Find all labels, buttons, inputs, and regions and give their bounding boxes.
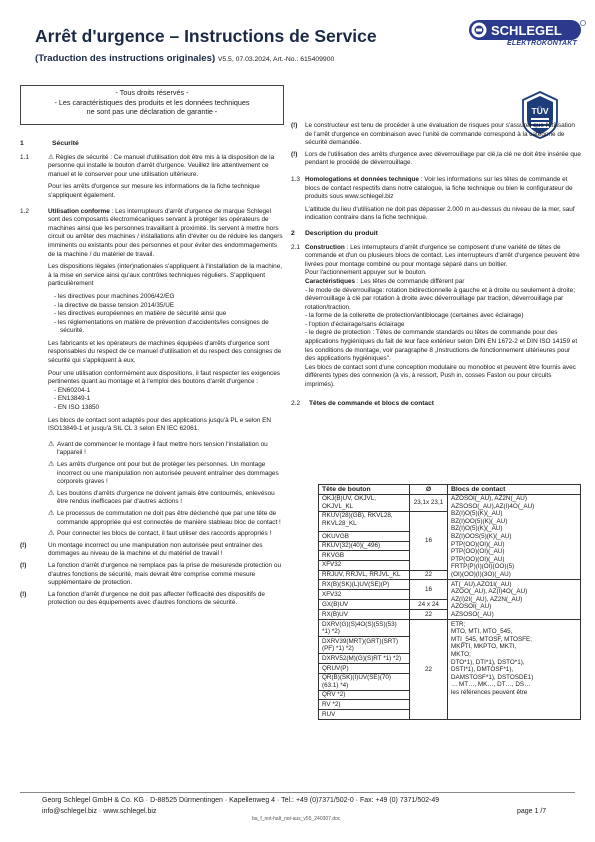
warning-item (20, 441, 283, 458)
subsection-number: 1.3 (291, 175, 300, 183)
subsection-title: Têtes de commande et blocs de contact (309, 399, 434, 407)
table-cell: 22 (410, 610, 448, 620)
warning-icon: ⚠ (48, 153, 54, 161)
right-column (291, 122, 581, 413)
warning-icon: ⚠ (48, 461, 55, 468)
warning-icon: ⚠ (48, 530, 55, 538)
subsection-number: 2.2 (291, 399, 301, 407)
contact-block-entry: DSTI*1), DMTOSF*1), (451, 666, 514, 674)
contact-block-entry: BZ(I)O(5)(K)(_AU) (451, 525, 503, 533)
warning-text: Les arrêts d'urgence ont pour but de protéger les personnes. Un montage incorrect ou une manipulation non autorisée peuvent entraîner des dommages corporels graves ! (57, 461, 279, 486)
caution-item (20, 562, 283, 588)
footer-divider (20, 792, 575, 793)
table-cell: 16 (410, 580, 448, 600)
tuv-label: TÜV (531, 106, 549, 116)
table-cell: 24 x 24 (410, 600, 448, 610)
section-number: 2 (291, 229, 295, 237)
contact-block-entry: AT(_AU),AZO1I(_AU) (451, 580, 512, 588)
table-row (319, 494, 581, 511)
table-cell: GX(B)UV (319, 600, 410, 610)
schlegel-logo (469, 20, 587, 54)
page-number: page 1 /7 (517, 808, 547, 815)
column-header: Tête de bouton (319, 485, 410, 495)
warning-icon: ⚠ (48, 489, 55, 497)
safety-rules-text: Règles de sécurité : Ce manuel d'utilisation doit être mis à la disposition de la personne qui installe le bouton d'arrêt d'urgence. Veuillez lire attentivement ce manuel et le conserver pour une utilisation ultérieure. (48, 153, 275, 178)
contact-block-entry: PTP(OO)(OI)(_AU) (451, 548, 505, 556)
warning-text: Le processus de commutation ne doit pas être déclenché que par une tête de commande appropriée qui est connectée de manière stableau bloc de contact ! (57, 509, 281, 526)
caution-item (20, 542, 283, 559)
contact-block-entry: MTO, MTI, MTO_545, (451, 628, 513, 636)
exclamation-marker: (!) (291, 122, 298, 129)
list-item: - la forme de la collerette de protection/antiblocage (certaines avec éclairage) (305, 312, 524, 320)
list-item: - EN60204-1 (54, 386, 91, 394)
contact-block-entry: … MT…, MK…, DT…, DS… (451, 681, 531, 689)
list-item: - les directives pour machines 2006/42/EG (54, 292, 175, 300)
actuation-text: Pour l'actionnement appuyer sur le bouton. (305, 269, 427, 277)
contact-block-entry: PTP(OO)(OI)(_AU) (451, 540, 505, 548)
table-cell: XFV32 (319, 560, 410, 570)
warning-icon: ⚠ (48, 509, 55, 517)
section-1-heading (20, 140, 283, 149)
footer-contact: info@schlegel.biz · www.schlegel.biz (42, 808, 157, 815)
features-text: : Les têtes de commande diffèrent par (355, 277, 465, 285)
list-item: - les réglementations en matière de prévention d'accidents/les consignes de sécurité. (54, 318, 269, 335)
schlegel-logo-mark (469, 20, 587, 42)
list-item: - EN ISO 13850 (54, 404, 100, 412)
table-cell: 23,1x 23,1 (410, 494, 448, 511)
subsection-number: 1.2 (20, 207, 29, 215)
table-cell: RRJUV, RRJVL, RRJVL_KL (319, 570, 410, 580)
contact-block-entry: BZ(I)O(5)(K)(_AU) (451, 510, 503, 518)
contact-block-entry: AZ(I)2I(_AU), AZ2N(_AU) (451, 595, 523, 603)
contact-block-entry: AZSOSO(_AU) (451, 611, 494, 618)
contact-block-entry: ETR; (451, 620, 466, 628)
exclamation-marker: (!) (20, 590, 27, 598)
contact-block-entry: les références peuvent être (451, 688, 528, 696)
contact-block-entry: DAMSTOSF*1), DSTOSDE1) (451, 673, 534, 681)
warning-text: Pour connecter les blocs de contact, il faut utiliser des raccords appropriés ! (57, 530, 272, 538)
norms-list (48, 387, 283, 413)
contact-block-entry: FRTP(P)(I)(OI)(OO)(5) (451, 563, 515, 571)
logo-wordmark: SCHLEGEL (491, 23, 562, 38)
exclamation-marker: (!) (291, 150, 298, 158)
list-item: - les directives européennes en matière de sécurité ainsi que (54, 310, 227, 318)
intended-use-label: Utilisation conforme (48, 207, 110, 215)
caution-item (291, 122, 581, 148)
rights-notice-box (20, 85, 284, 125)
column-header: Blocs de contact (448, 485, 581, 495)
notice-line-2: - Les caractéristiques des produits et les données techniques (54, 97, 250, 107)
warning-item (20, 461, 283, 487)
contact-block-entry: AZOSOI(_AU), AZ2N(_AU) (451, 495, 527, 503)
contact-block-design-text: Les blocs de contact sont d'une conception modulaire ou monobloc et peuvent être fournis avec différents types des connexion (à vis, à ressort, Push in, cosses Faston ou pour circuits imprimés). (305, 363, 576, 389)
subsection-1-1 (20, 154, 283, 205)
contact-block-entry: DTO*1), DTI*1), DSTO*1), (451, 658, 525, 666)
table-cell: 22 (410, 570, 448, 580)
file-name: ba_f_not-halt_not-aus_v55_240307.doc (252, 816, 341, 822)
subsection-number: 1.1 (20, 153, 29, 161)
subsection-1-2 (20, 208, 283, 438)
section-2-heading (291, 230, 581, 239)
table-cell: OKUVGB (319, 532, 410, 542)
exclamation-marker: (!) (20, 561, 27, 569)
table-header-row (319, 485, 581, 495)
contact-block-entry: (OI)(OO)(I)(3O)(_AU) (451, 571, 511, 579)
warning-item (20, 530, 283, 539)
table-row (319, 580, 581, 590)
list-item: - l'option d'éclairage/sans éclairage (305, 320, 405, 328)
construction-label: Construction (305, 243, 345, 251)
table-cell: OKJ(B)UV, OKJVL, OKJVL_KL (319, 494, 410, 511)
legal-provisions-text: Les dispositions légales (inter)nationales s'appliquent à l'installation de la machine, à la mise en service ainsi qu'aux contrôles techniques réguliers. S'appliquent particulièrement (48, 263, 283, 288)
contact-block-entry: PTP(OO)(OI)(_AU) (451, 555, 505, 563)
section-title: Description du produit (305, 229, 378, 237)
footer-address: Georg Schlegel GmbH & Co. KG · D-88525 Dürmentingen · Kapellenweg 4 · Tel.: +49 (0)7371/502-0 · Fax: +49 (0) 7371/502-49 (42, 797, 440, 804)
features-list (305, 287, 581, 364)
document-meta: V5.5, 07.03.2024, Art.-No.: 615409900 (217, 56, 335, 63)
notice-line-1: - Tous droits réservés - (115, 88, 189, 97)
logo-subtitle: ELEKTROKONTAKT (507, 40, 577, 47)
contact-block-entry: BZ(I)OOS(5)(K)(_AU) (451, 533, 512, 541)
contact-blocks-cell (448, 494, 581, 580)
custom-estop-note: Pour les arrêts d'urgence sur mesure les informations de la fiche technique s'appliquent également. (48, 183, 260, 199)
contact-block-entry: MTI_545, MTOSF, MTOSFE; (451, 635, 532, 643)
table-cell: 22 (410, 620, 448, 720)
contact-block-entry: MKTO; (451, 650, 471, 658)
contact-block-entry: AZSOSO(_AU),AZ(I)4O(_AU) (451, 502, 535, 510)
table-cell: RV *2) (319, 700, 410, 710)
table-cell: QR(B)(SK)(I)UV(SE)(70)(63.1) *4) (319, 673, 410, 690)
subsection-2-2-heading (291, 400, 581, 409)
subsection-1-3 (291, 176, 581, 227)
table-cell: RX(B)(SK)(L)UV(SE)(P) (319, 580, 410, 590)
features-label: Caractéristiques (305, 277, 356, 285)
caution-text: Un montage incorrect ou une manipulation non autorisée peut entraîner des dommages au niveau de la machine et du matériel de travail ! (48, 541, 263, 558)
list-item: - la directive de basse tension 2014/35/UE (54, 301, 175, 309)
column-header: Ø (410, 485, 448, 495)
list-item: - EN13849-1 (54, 395, 91, 403)
caution-item (291, 151, 581, 168)
left-column (20, 140, 283, 611)
contact-blocks-cell (448, 620, 581, 720)
warning-item (20, 490, 283, 507)
table-cell: 16 (410, 511, 448, 570)
table-row (319, 620, 581, 637)
subsection-2-1 (291, 244, 581, 394)
notice-line-3: ne sont pas une déclaration de garantie - (86, 107, 218, 117)
table-cell: RKVGB (319, 551, 410, 561)
contact-block-entry: BZ(I)OO(5)(K)(_AU) (451, 517, 508, 525)
table-cell: DXRV52(M)(G)(S)RT *1) *2) (319, 654, 410, 664)
directives-list (48, 293, 283, 336)
heads-contact-blocks-table (318, 484, 581, 720)
table-cell: RKUV(28)(GB), RKVL28, RKVL28_KL (319, 511, 410, 531)
list-item: - le degré de protection : Têtes de commande standards ou têtes de commande pour des applications hygiéniques du fait de leur face extérieur selon DIN EN 1672-2 et DIN ISO 14159 et les conditions de montage, voir paragraphe 8 „Instructions de fonctionnement ultérieures pour des applications hygiéniques". (305, 329, 578, 363)
table-cell: DXRV39(MRT)(GRT)(SRT)(PF) *1) *2) (319, 637, 410, 654)
manufacturer-responsibility-text: Les fabricants et les opérateurs de machines équipées d'arrêts d'urgence sont responsables du respect de ce manuel d'utilisation et du respect des consignes de sécurité qui s'appliquent à eux. (48, 339, 282, 365)
table-cell: DXRV(G)(S)4O(S)(5S)(53) *1) *2) (319, 620, 410, 637)
page-title: Arrêt d'urgence – Instructions de Service (35, 26, 377, 46)
contact-blocks-cell (448, 580, 581, 620)
caution-text: Lors de l'utilisation des arrêts d'urgence avec déverrouillage par clé,la clé ne doit être insérée que pendant le procédé de déverrouillage. (305, 150, 581, 167)
contact-block-entry: AZOSOI(_AU) (451, 603, 492, 611)
table-cell: RUV (319, 710, 410, 720)
table-cell: XFV32 (319, 590, 410, 600)
table-cell: QRUV(P) (319, 664, 410, 674)
subtitle-text: (Traduction des instructions originales) (35, 53, 216, 64)
altitude-text: L'altitude du lieu d'utilisation ne doit pas dépasser 2.000 m au-dessus du niveau de la mer, sauf indication contraire dans la fiche technique. (305, 205, 575, 222)
exclamation-marker: (!) (20, 541, 27, 549)
caution-text: La fonction d'arrêt d'urgence ne doit pas affecter l'efficacité des dispositifs de protection ou des équipements avec d'autres fonctions de sécurité. (48, 590, 265, 607)
list-item: - le mode de déverrouillage: rotation bidirectionnelle à gauche et à droite ou seulement à droite; déverrouillage à clé par rotation à droite avec déverrouillage par traction, déverrouillage par rotation/traction. (305, 286, 575, 311)
warning-item (20, 510, 283, 527)
contact-block-entry: MKPTI, MKPTO, MKTI, (451, 643, 517, 651)
requirements-text: Pour une utilisation conformément aux dispositions, il faut respecter les exigences pertinentes quant au montage et à l'emploi des boutons d'arrêt d'urgence : (48, 369, 280, 386)
caution-text: Le constructeur est tenu de procéder à une évaluation de risques pour s'assurer que l'utilisation de l'arrêt d'urgence en combinaison avec l'unité de commande correspond à la catégorie de sécurité demandée. (305, 122, 575, 147)
section-title: Sécurité (52, 140, 79, 147)
contact-blocks-text: Les blocs de contact sont adaptés pour des applications jusqu'à PL e selon EN ISO13849-1 et jusqu'à SIL CL 3 selon EN IEC 62061. (48, 416, 272, 433)
warning-text: Les boutons d'arrêts d'urgence ne doivent jamais être contournés, enlevésou être rendus inefficaces par d'autres actions ! (57, 489, 275, 506)
page-subtitle (35, 53, 334, 65)
caution-item (20, 591, 283, 608)
table-cell: RX(B)UV (319, 610, 410, 620)
table-cell: RKUV(32)(40)(_496) (319, 541, 410, 551)
approvals-text: : Voir les informations sur les têtes de commande et blocs de contact respectifs dans notre catalogue, la fiche technique ou bien le configurateur de produits sous www.schlegel.biz (305, 175, 573, 201)
section-number: 1 (20, 140, 24, 147)
intended-use-text: : Les interrupteurs d'arrêt d'urgence de marque Schlegel sont des composants électromécaniques servant à protéger les opérateurs de machines ainsi que les personnes travaillant à proximité. Ils servent à mettre hors circuit ou arrêter des machines / installations afin d'éviter ou de réduire les dangers imminents ou existants pour des personnes et pour éviter des endommagements de la machine / du matériel de travail. (48, 207, 283, 258)
approvals-label: Homologations et données technique (305, 175, 419, 183)
contact-block-entry: AZOO(_AU), AZ(I)4O(_AU) (451, 588, 528, 596)
subsection-number: 2.1 (291, 243, 300, 251)
warning-icon: ⚠ (48, 440, 55, 448)
table-cell: QRV *2) (319, 690, 410, 700)
construction-text: : Les interrupteurs d'arrêt d'urgence se composent d'une variété de têtes de commande et d'un ou plusieurs blocs de contact. Les interrupteurs d'arrêt d'urgence peuvent être livrées pour montage combiné ou pour montage séparé dans un boîtier. (305, 243, 580, 268)
warning-text: Avant de commencer le montage il faut mettre hors tension l'installation ou l'appareil ! (57, 440, 268, 457)
caution-text: La fonction d'arrêt d'urgence ne remplace pas la prise de mesuresde protection ou d'autres fonctions de sécurité, mais devrait être comprise comme mesure supplémentaire de protection. (48, 561, 281, 587)
